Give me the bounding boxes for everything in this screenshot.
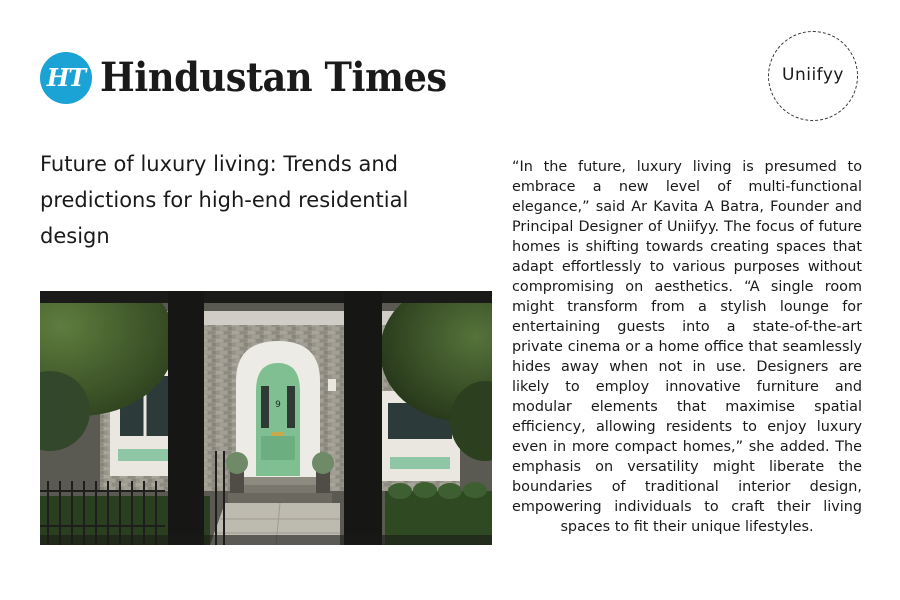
- ht-logo-icon: HT: [40, 52, 92, 104]
- article-headline: Future of luxury living: Trends and predictions for high-end residential design: [40, 152, 409, 248]
- brand-name: Uniifyy: [782, 65, 844, 85]
- article-body: “In the future, luxury living is presumed to embrace a new level of multi-functional elegance,” said Ar Kavita A Batra, Founder and Principal Designer of Uniifyy. The focus of future homes is shifting towards creating spaces that adapt effortlessly to various purposes without compromising on aesthetics. “A single room might transform from a stylish lounge for entertaining guests into a state-of-the-art private cinema or a home office that seamlessly hides away when not in use. Designers are likely to employ innovative furniture and modular elements that maximise spatial efficiency, allowing residents to enjoy luxury even in more compact homes,” she added. The emphasis on versatility might liberate the boundaries of traditional interior design, empowering individuals to craft their living spaces to fit their unique lifestyles.: [512, 159, 862, 535]
- brand-badge: [768, 31, 858, 121]
- article-photo: [40, 291, 492, 545]
- masthead-title: Hindustan Times: [100, 54, 447, 101]
- door-number: 9: [275, 400, 281, 410]
